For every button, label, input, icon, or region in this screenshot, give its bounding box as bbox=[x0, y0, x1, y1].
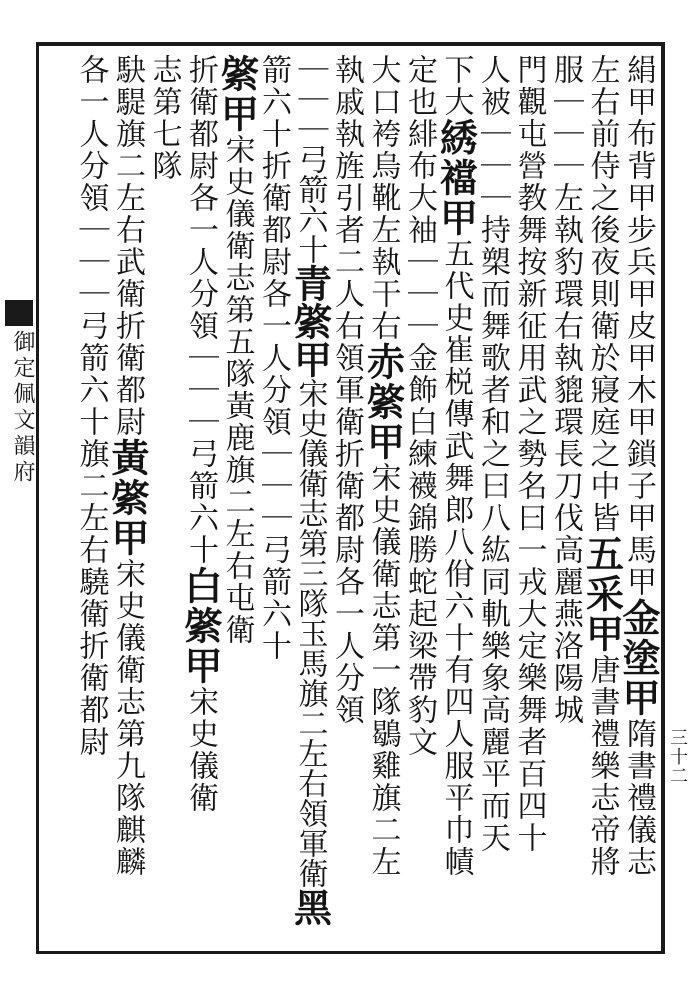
column-text: 門觀屯營教舞按新征用武之勢名曰一戎大定樂舞者百四十 bbox=[511, 54, 547, 854]
column-text: 隋書禮儀志 bbox=[621, 718, 656, 878]
headword: 綮甲 bbox=[214, 54, 260, 134]
headword: 金塗甲 bbox=[616, 598, 661, 718]
column-text: 志第七隊 bbox=[146, 54, 182, 182]
column-text: 大口袴烏靴左執干右 bbox=[365, 54, 401, 342]
column-text: 緋布大袖｜｜｜金飾白練襪錦勝蛇起梁帶豹文 bbox=[402, 118, 437, 758]
column-text: 右領軍衛折衛都尉各一人分領 bbox=[329, 310, 364, 726]
column-text: 宋史儀衛志第一隊鶡雞旗二左 bbox=[365, 462, 401, 878]
bottom-border-rule bbox=[36, 951, 664, 954]
column-text: 執戚執旌引者二人 bbox=[329, 54, 364, 310]
column-text: 唐書禮樂志帝將 bbox=[584, 654, 620, 878]
headword: 白綮甲 bbox=[178, 566, 223, 686]
top-border-rule bbox=[36, 42, 664, 46]
column-text: 宋史儀衛志第九隊麒麟 bbox=[110, 558, 145, 878]
column-text: 駃騠旗二左右武衛折衛都尉 bbox=[110, 54, 145, 438]
headword: 赤綮甲 bbox=[360, 342, 406, 462]
column-text: 折衛都尉各一人分領｜｜｜弓箭六十 bbox=[183, 54, 218, 566]
column-text: 服｜｜｜左執豹環右執貔環長刀 bbox=[548, 54, 583, 502]
column-text: 旗二左右驍衛折衛都尉 bbox=[73, 438, 109, 758]
headword: 青綮甲 bbox=[287, 264, 333, 378]
right-border-rule bbox=[661, 42, 665, 954]
book-title: 御定佩文韻府 bbox=[10, 330, 35, 486]
column-text: 各一人分領｜｜｜弓箭六十 bbox=[73, 54, 109, 438]
column-text: 絹甲布背甲步兵甲皮甲木甲鎖子甲馬甲 bbox=[621, 54, 656, 598]
left-border-rule bbox=[36, 42, 39, 954]
page-number: 三十二 bbox=[667, 728, 688, 785]
headword: 黃綮甲 bbox=[105, 438, 150, 558]
column-text: 箭六十 bbox=[256, 54, 291, 150]
column-text: 伐高麗燕洛陽城 bbox=[548, 502, 583, 726]
column-text: 宋史儀衛志第五隊黃鹿旗二左右屯衛 bbox=[219, 134, 255, 646]
column-text: 宋史儀衛 bbox=[183, 686, 218, 814]
column-text: 宋史儀衛志第三隊玉馬旗二左右領軍衛 bbox=[292, 378, 328, 888]
headword: 五采甲 bbox=[579, 534, 625, 654]
column-text: ｜｜｜弓箭六十 bbox=[292, 54, 328, 264]
fishtail-mark bbox=[5, 300, 33, 326]
column-text: 定也 bbox=[402, 54, 437, 118]
column-text: 折衛都尉各一人分領｜｜｜弓箭六十 bbox=[256, 150, 291, 662]
column-text: 下大 bbox=[438, 54, 474, 118]
headword: 黑 bbox=[287, 888, 333, 926]
column-text: 左右前侍之後夜則衛於寢庭之中皆 bbox=[584, 54, 620, 534]
column-text: 五代史崔棁傳武舞郎八佾六十有四人服平巾幘 bbox=[438, 238, 474, 878]
text-column bbox=[69, 54, 113, 758]
column-text: 人被｜｜｜持槊而舞歌者和之曰八紘同軌樂象高麗平而天 bbox=[475, 54, 510, 854]
headword: 綉襠甲 bbox=[433, 118, 479, 238]
